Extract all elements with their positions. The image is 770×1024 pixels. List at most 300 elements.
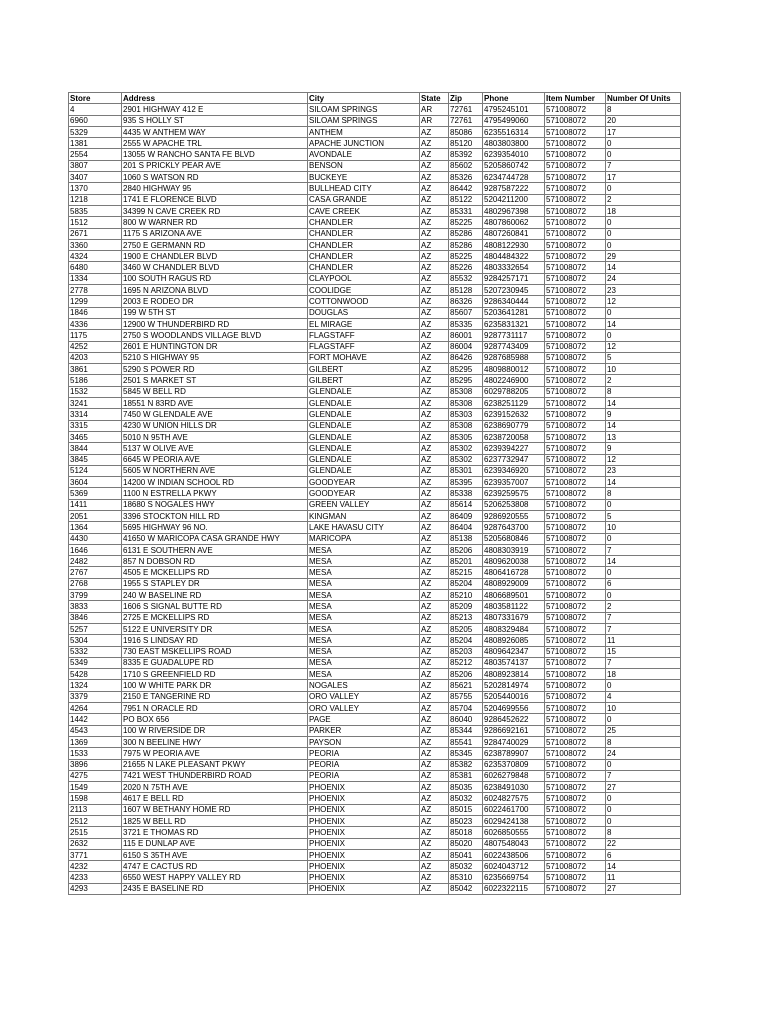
address-cell: 2601 E HUNTINGTON DR <box>122 341 308 352</box>
store-cell: 1324 <box>69 680 122 691</box>
state-cell: AZ <box>420 590 449 601</box>
address-cell: 730 EAST MSKELLIPS ROAD <box>122 646 308 657</box>
state-cell: AZ <box>420 194 449 205</box>
units-cell: 10 <box>606 364 681 375</box>
units-cell: 6 <box>606 578 681 589</box>
table-row <box>69 420 681 431</box>
units-cell: 4 <box>606 691 681 702</box>
state-cell: AZ <box>420 657 449 668</box>
address-cell: 2725 E MCKELLIPS RD <box>122 612 308 623</box>
units-cell: 8 <box>606 386 681 397</box>
table-row <box>69 149 681 160</box>
zip-cell: 85041 <box>449 849 483 860</box>
store-cell: 4336 <box>69 318 122 329</box>
state-cell: AZ <box>420 703 449 714</box>
address-cell: 5010 N 95TH AVE <box>122 431 308 442</box>
column-header-item-number: Item Number <box>545 93 606 104</box>
zip-cell: 85206 <box>449 669 483 680</box>
state-cell: AZ <box>420 273 449 284</box>
state-cell: AZ <box>420 623 449 634</box>
item-number-cell: 571008072 <box>545 138 606 149</box>
address-cell: 1955 S STAPLEY DR <box>122 578 308 589</box>
zip-cell: 85621 <box>449 680 483 691</box>
address-cell: 4435 W ANTHEM WAY <box>122 126 308 137</box>
zip-cell: 85295 <box>449 375 483 386</box>
units-cell: 23 <box>606 285 681 296</box>
item-number-cell: 571008072 <box>545 861 606 872</box>
units-cell: 14 <box>606 556 681 567</box>
city-cell: MESA <box>308 623 420 634</box>
item-number-cell: 571008072 <box>545 273 606 284</box>
phone-cell: 9286920555 <box>483 510 545 521</box>
state-cell: AZ <box>420 364 449 375</box>
item-number-cell: 571008072 <box>545 522 606 533</box>
phone-cell: 5206253808 <box>483 499 545 510</box>
table-row <box>69 126 681 137</box>
address-cell: 5605 W NORTHERN AVE <box>122 465 308 476</box>
phone-cell: 5204699556 <box>483 703 545 714</box>
item-number-cell: 571008072 <box>545 443 606 454</box>
table-row <box>69 307 681 318</box>
city-cell: SILOAM SPRINGS <box>308 115 420 126</box>
city-cell: CAVE CREEK <box>308 205 420 216</box>
zip-cell: 85286 <box>449 239 483 250</box>
phone-cell: 4806416728 <box>483 567 545 578</box>
city-cell: ANTHEM <box>308 126 420 137</box>
table-row <box>69 115 681 126</box>
phone-cell: 4795245101 <box>483 104 545 115</box>
address-cell: 6645 W PEORIA AVE <box>122 454 308 465</box>
zip-cell: 85532 <box>449 273 483 284</box>
phone-cell: 9287685988 <box>483 352 545 363</box>
city-cell: GREEN VALLEY <box>308 499 420 510</box>
phone-cell: 4803574137 <box>483 657 545 668</box>
units-cell: 0 <box>606 149 681 160</box>
item-number-cell: 571008072 <box>545 318 606 329</box>
state-cell: AZ <box>420 330 449 341</box>
table-row <box>69 838 681 849</box>
phone-cell: 6235669754 <box>483 872 545 883</box>
zip-cell: 85120 <box>449 138 483 149</box>
phone-cell: 4809620038 <box>483 556 545 567</box>
phone-cell: 6026850555 <box>483 827 545 838</box>
table-row <box>69 725 681 736</box>
city-cell: LAKE HAVASU CITY <box>308 522 420 533</box>
state-cell: AZ <box>420 827 449 838</box>
item-number-cell: 571008072 <box>545 680 606 691</box>
store-cell: 6480 <box>69 262 122 273</box>
table-row <box>69 578 681 589</box>
zip-cell: 85225 <box>449 217 483 228</box>
phone-cell: 4795499060 <box>483 115 545 126</box>
zip-cell: 85035 <box>449 782 483 793</box>
address-cell: 21655 N LAKE PLEASANT PKWY <box>122 759 308 770</box>
state-cell: AZ <box>420 183 449 194</box>
zip-cell: 85204 <box>449 635 483 646</box>
city-cell: PHOENIX <box>308 804 420 815</box>
table-row <box>69 398 681 409</box>
table-row <box>69 104 681 115</box>
units-cell: 8 <box>606 736 681 747</box>
store-cell: 4275 <box>69 770 122 781</box>
city-cell: CHANDLER <box>308 262 420 273</box>
address-cell: 1900 E CHANDLER BLVD <box>122 251 308 262</box>
item-number-cell: 571008072 <box>545 126 606 137</box>
city-cell: MESA <box>308 590 420 601</box>
store-cell: 3315 <box>69 420 122 431</box>
phone-cell: 4807548043 <box>483 838 545 849</box>
table-header-row <box>69 93 681 104</box>
address-cell: 4505 E MCKELLIPS RD <box>122 567 308 578</box>
store-cell: 1411 <box>69 499 122 510</box>
city-cell: PHOENIX <box>308 827 420 838</box>
store-cell: 1369 <box>69 736 122 747</box>
address-cell: 3721 E THOMAS RD <box>122 827 308 838</box>
units-cell: 0 <box>606 590 681 601</box>
table-row <box>69 160 681 171</box>
state-cell: AZ <box>420 488 449 499</box>
zip-cell: 85295 <box>449 364 483 375</box>
phone-cell: 6238251129 <box>483 398 545 409</box>
store-cell: 4203 <box>69 352 122 363</box>
item-number-cell: 571008072 <box>545 296 606 307</box>
store-cell: 2768 <box>69 578 122 589</box>
store-cell: 2051 <box>69 510 122 521</box>
units-cell: 24 <box>606 748 681 759</box>
item-number-cell: 571008072 <box>545 251 606 262</box>
table-row <box>69 431 681 442</box>
units-cell: 6 <box>606 849 681 860</box>
address-cell: 300 N BEELINE HWY <box>122 736 308 747</box>
units-cell: 14 <box>606 420 681 431</box>
state-cell: AZ <box>420 567 449 578</box>
item-number-cell: 571008072 <box>545 330 606 341</box>
city-cell: MESA <box>308 657 420 668</box>
city-cell: CHANDLER <box>308 251 420 262</box>
phone-cell: 6235370809 <box>483 759 545 770</box>
zip-cell: 85335 <box>449 318 483 329</box>
table-body <box>69 104 681 895</box>
city-cell: PAYSON <box>308 736 420 747</box>
store-cell: 5835 <box>69 205 122 216</box>
zip-cell: 85302 <box>449 454 483 465</box>
units-cell: 0 <box>606 816 681 827</box>
store-cell: 2778 <box>69 285 122 296</box>
item-number-cell: 571008072 <box>545 465 606 476</box>
units-cell: 17 <box>606 172 681 183</box>
phone-cell: 4804484322 <box>483 251 545 262</box>
address-cell: 1695 N ARIZONA BLVD <box>122 285 308 296</box>
table-row <box>69 205 681 216</box>
state-cell: AR <box>420 115 449 126</box>
city-cell: PHOENIX <box>308 883 420 894</box>
phone-cell: 5204211200 <box>483 194 545 205</box>
zip-cell: 85018 <box>449 827 483 838</box>
state-cell: AZ <box>420 386 449 397</box>
city-cell: MESA <box>308 635 420 646</box>
store-cell: 1370 <box>69 183 122 194</box>
zip-cell: 86040 <box>449 714 483 725</box>
units-cell: 12 <box>606 341 681 352</box>
units-cell: 2 <box>606 375 681 386</box>
store-cell: 2515 <box>69 827 122 838</box>
address-cell: 13055 W RANCHO SANTA FE BLVD <box>122 149 308 160</box>
address-cell: 1100 N ESTRELLA PKWY <box>122 488 308 499</box>
address-cell: PO BOX 656 <box>122 714 308 725</box>
state-cell: AZ <box>420 431 449 442</box>
zip-cell: 85201 <box>449 556 483 567</box>
store-cell: 1512 <box>69 217 122 228</box>
zip-cell: 85206 <box>449 544 483 555</box>
item-number-cell: 571008072 <box>545 228 606 239</box>
city-cell: APACHE JUNCTION <box>308 138 420 149</box>
units-cell: 7 <box>606 623 681 634</box>
city-cell: BENSON <box>308 160 420 171</box>
address-cell: 100 W WHITE PARK DR <box>122 680 308 691</box>
store-cell: 5304 <box>69 635 122 646</box>
state-cell: AZ <box>420 849 449 860</box>
zip-cell: 85215 <box>449 567 483 578</box>
store-cell: 4252 <box>69 341 122 352</box>
phone-cell: 4803332654 <box>483 262 545 273</box>
zip-cell: 85086 <box>449 126 483 137</box>
table-row <box>69 861 681 872</box>
units-cell: 0 <box>606 138 681 149</box>
phone-cell: 9286340444 <box>483 296 545 307</box>
phone-cell: 9284740029 <box>483 736 545 747</box>
zip-cell: 86442 <box>449 183 483 194</box>
item-number-cell: 571008072 <box>545 262 606 273</box>
city-cell: SILOAM SPRINGS <box>308 104 420 115</box>
table-row <box>69 544 681 555</box>
city-cell: GOODYEAR <box>308 488 420 499</box>
store-cell: 4324 <box>69 251 122 262</box>
city-cell: GILBERT <box>308 364 420 375</box>
item-number-cell: 571008072 <box>545 183 606 194</box>
phone-cell: 6239357007 <box>483 477 545 488</box>
store-cell: 2512 <box>69 816 122 827</box>
city-cell: PEORIA <box>308 759 420 770</box>
zip-cell: 85338 <box>449 488 483 499</box>
phone-cell: 9284257171 <box>483 273 545 284</box>
table-row <box>69 522 681 533</box>
state-cell: AZ <box>420 544 449 555</box>
city-cell: GLENDALE <box>308 398 420 409</box>
state-cell: AZ <box>420 228 449 239</box>
item-number-cell: 571008072 <box>545 736 606 747</box>
zip-cell: 85614 <box>449 499 483 510</box>
table-row <box>69 635 681 646</box>
store-cell: 3360 <box>69 239 122 250</box>
phone-cell: 9286452622 <box>483 714 545 725</box>
item-number-cell: 571008072 <box>545 375 606 386</box>
item-number-cell: 571008072 <box>545 205 606 216</box>
zip-cell: 72761 <box>449 104 483 115</box>
state-cell: AZ <box>420 578 449 589</box>
phone-cell: 6022461700 <box>483 804 545 815</box>
city-cell: MESA <box>308 601 420 612</box>
item-number-cell: 571008072 <box>545 567 606 578</box>
item-number-cell: 571008072 <box>545 454 606 465</box>
store-inventory-table <box>68 92 681 895</box>
item-number-cell: 571008072 <box>545 804 606 815</box>
item-number-cell: 571008072 <box>545 612 606 623</box>
store-cell: 4543 <box>69 725 122 736</box>
store-cell: 4430 <box>69 533 122 544</box>
phone-cell: 4808303919 <box>483 544 545 555</box>
units-cell: 5 <box>606 352 681 363</box>
table-row <box>69 285 681 296</box>
city-cell: CASA GRANDE <box>308 194 420 205</box>
phone-cell: 6239394227 <box>483 443 545 454</box>
store-cell: 3604 <box>69 477 122 488</box>
city-cell: BULLHEAD CITY <box>308 183 420 194</box>
state-cell: AZ <box>420 759 449 770</box>
zip-cell: 85308 <box>449 398 483 409</box>
state-cell: AZ <box>420 398 449 409</box>
units-cell: 0 <box>606 228 681 239</box>
store-cell: 3771 <box>69 849 122 860</box>
phone-cell: 6239346920 <box>483 465 545 476</box>
units-cell: 17 <box>606 126 681 137</box>
phone-cell: 4808923814 <box>483 669 545 680</box>
units-cell: 12 <box>606 296 681 307</box>
phone-cell: 5205860742 <box>483 160 545 171</box>
store-cell: 4 <box>69 104 122 115</box>
item-number-cell: 571008072 <box>545 883 606 894</box>
state-cell: AZ <box>420 691 449 702</box>
item-number-cell: 571008072 <box>545 669 606 680</box>
address-cell: 4747 E CACTUS RD <box>122 861 308 872</box>
address-cell: 8335 E GUADALUPE RD <box>122 657 308 668</box>
zip-cell: 85226 <box>449 262 483 273</box>
phone-cell: 4809880012 <box>483 364 545 375</box>
address-cell: 7975 W PEORIA AVE <box>122 748 308 759</box>
city-cell: PARKER <box>308 725 420 736</box>
units-cell: 10 <box>606 703 681 714</box>
table-row <box>69 510 681 521</box>
address-cell: 100 W RIVERSIDE DR <box>122 725 308 736</box>
units-cell: 9 <box>606 409 681 420</box>
store-cell: 5332 <box>69 646 122 657</box>
store-cell: 5428 <box>69 669 122 680</box>
city-cell: COOLIDGE <box>308 285 420 296</box>
column-header-city: City <box>308 93 420 104</box>
table-row <box>69 567 681 578</box>
phone-cell: 4802246900 <box>483 375 545 386</box>
phone-cell: 4808122930 <box>483 239 545 250</box>
phone-cell: 4808929009 <box>483 578 545 589</box>
store-cell: 6960 <box>69 115 122 126</box>
item-number-cell: 571008072 <box>545 398 606 409</box>
table-row <box>69 691 681 702</box>
table-row <box>69 228 681 239</box>
units-cell: 0 <box>606 533 681 544</box>
address-cell: 201 S PRICKLY PEAR AVE <box>122 160 308 171</box>
units-cell: 0 <box>606 567 681 578</box>
table-row <box>69 657 681 668</box>
store-cell: 3845 <box>69 454 122 465</box>
item-number-cell: 571008072 <box>545 115 606 126</box>
phone-cell: 4807331679 <box>483 612 545 623</box>
units-cell: 0 <box>606 183 681 194</box>
item-number-cell: 571008072 <box>545 217 606 228</box>
city-cell: MARICOPA <box>308 533 420 544</box>
city-cell: MESA <box>308 544 420 555</box>
city-cell: GLENDALE <box>308 409 420 420</box>
zip-cell: 85209 <box>449 601 483 612</box>
units-cell: 0 <box>606 680 681 691</box>
phone-cell: 6029424138 <box>483 816 545 827</box>
store-cell: 3896 <box>69 759 122 770</box>
zip-cell: 85138 <box>449 533 483 544</box>
state-cell: AZ <box>420 420 449 431</box>
column-header-phone: Phone <box>483 93 545 104</box>
phone-cell: 4807860062 <box>483 217 545 228</box>
city-cell: GOODYEAR <box>308 477 420 488</box>
zip-cell: 86409 <box>449 510 483 521</box>
store-cell: 1381 <box>69 138 122 149</box>
table-row <box>69 816 681 827</box>
zip-cell: 85212 <box>449 657 483 668</box>
table-row <box>69 477 681 488</box>
address-cell: 1741 E FLORENCE BLVD <box>122 194 308 205</box>
store-cell: 1334 <box>69 273 122 284</box>
table-row <box>69 680 681 691</box>
zip-cell: 85225 <box>449 251 483 262</box>
store-cell: 1646 <box>69 544 122 555</box>
item-number-cell: 571008072 <box>545 149 606 160</box>
zip-cell: 85015 <box>449 804 483 815</box>
table-row <box>69 443 681 454</box>
city-cell: DOUGLAS <box>308 307 420 318</box>
units-cell: 9 <box>606 443 681 454</box>
address-cell: 199 W 5TH ST <box>122 307 308 318</box>
address-cell: 1607 W BETHANY HOME RD <box>122 804 308 815</box>
units-cell: 13 <box>606 431 681 442</box>
phone-cell: 5205680846 <box>483 533 545 544</box>
city-cell: GLENDALE <box>308 465 420 476</box>
city-cell: FORT MOHAVE <box>308 352 420 363</box>
item-number-cell: 571008072 <box>545 104 606 115</box>
zip-cell: 85395 <box>449 477 483 488</box>
state-cell: AZ <box>420 454 449 465</box>
address-cell: 6150 S 35TH AVE <box>122 849 308 860</box>
address-cell: 5845 W BELL RD <box>122 386 308 397</box>
units-cell: 14 <box>606 318 681 329</box>
table-row <box>69 590 681 601</box>
store-cell: 3807 <box>69 160 122 171</box>
address-cell: 115 E DUNLAP AVE <box>122 838 308 849</box>
zip-cell: 85205 <box>449 623 483 634</box>
state-cell: AZ <box>420 782 449 793</box>
item-number-cell: 571008072 <box>545 194 606 205</box>
zip-cell: 85023 <box>449 816 483 827</box>
zip-cell: 85042 <box>449 883 483 894</box>
city-cell: CHANDLER <box>308 239 420 250</box>
item-number-cell: 571008072 <box>545 646 606 657</box>
phone-cell: 4809642347 <box>483 646 545 657</box>
phone-cell: 5202814974 <box>483 680 545 691</box>
item-number-cell: 571008072 <box>545 477 606 488</box>
city-cell: MESA <box>308 612 420 623</box>
state-cell: AZ <box>420 556 449 567</box>
table-row <box>69 499 681 510</box>
address-cell: 3396 STOCKTON HILL RD <box>122 510 308 521</box>
state-cell: AZ <box>420 838 449 849</box>
address-cell: 18551 N 83RD AVE <box>122 398 308 409</box>
address-cell: 2150 E TANGERINE RD <box>122 691 308 702</box>
